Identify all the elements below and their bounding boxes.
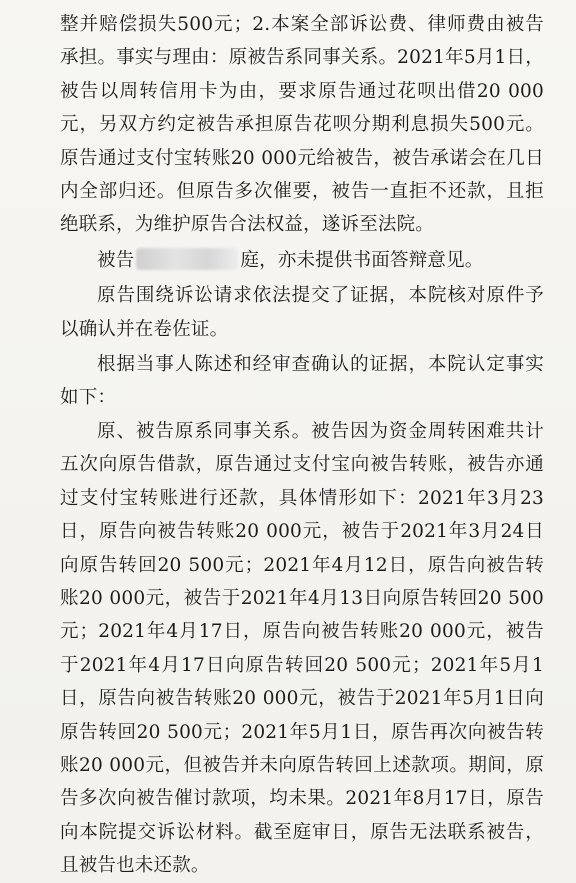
paragraph-defendant-absence xyxy=(60,244,544,277)
defendant-label: 被告 xyxy=(97,249,135,271)
paragraph-evidence: 原告围绕诉讼请求依法提交了证据，本院核对原件予以确认并在卷佐证。 xyxy=(60,285,544,340)
absence-text: 庭，亦未提供书面答辩意见。 xyxy=(240,249,484,271)
paragraph-findings-detail: 原、被告原系同事关系。被告因为资金周转困难共计五次向原告借款，原告通过支付宝向被告转账，被告亦通过支付宝转账进行还款，具体情形如下：2021年3月23日，原告向被告转账20 000元，被告于2021年3月24日向原告转回20 500元；2021年4月12日，原告向被告转账20 000元，被告于2021年4月13日向原告转回20 500元；2021年4月17日，原告向被告转账20 000元，被告于2021年4月17日向原告转回20 500元；2021年5月1日，原告向被告转账20 000元，被告于2021年5月1日向原告转回20 500元；2021年5月1日，原告再次向被告转账20 000元，但被告并未向原告转回上述款项。期间，原告多次向被告催讨款项，均未果。2021年8月17日，原告向本院提交诉讼材料。截至庭审日，原告无法联系被告，且被告也未还款。 xyxy=(60,420,544,877)
redacted-name-blur xyxy=(136,248,238,270)
paragraph-findings-intro: 根据当事人陈述和经审查确认的证据，本院认定事实如下： xyxy=(60,354,544,409)
paragraph-claims-facts: 整并赔偿损失500元；2.本案全部诉讼费、律师费由被告承担。事实与理由：原被告系同事关系。2021年5月1日，被告以周转信用卡为由，要求原告通过花呗出借20 000元，另双方约定被告承担原告花呗分期利息损失500元。原告通过支付宝转账20 000元给被告，被告承诺会在几日内全部归还。但原告多次催要，被告一直拒不还款，且拒绝联系，为维护原告合法权益，遂诉至法院。 xyxy=(60,14,544,236)
